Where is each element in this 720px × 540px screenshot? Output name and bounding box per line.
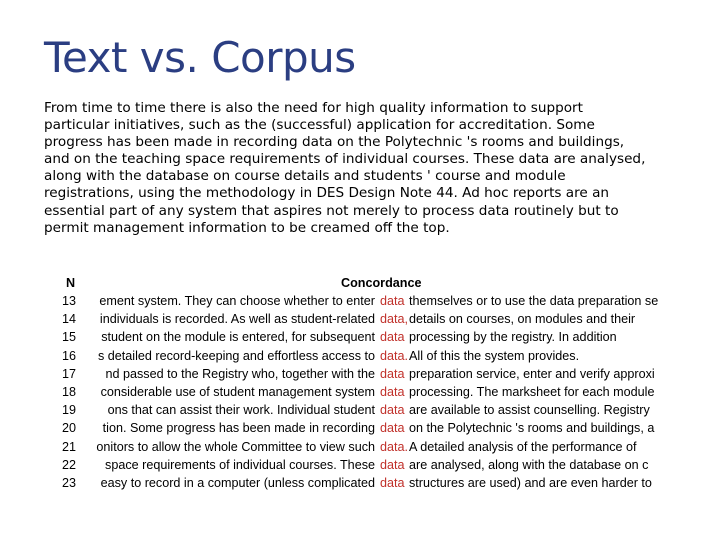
right-context: processing. The marksheet for each module [409, 384, 655, 399]
left-context: ement system. They can choose whether to enter [99, 294, 375, 308]
keyword: data [380, 457, 405, 472]
paragraph-line: registrations, using the methodology in DES Design Note 44. Ad hoc reports are an [44, 185, 610, 202]
keyword: data, [380, 312, 409, 327]
right-context: on the Polytechnic 's rooms and buildings, a [409, 421, 655, 436]
row-number: 19 [62, 403, 77, 418]
column-header-n: N [66, 276, 76, 290]
paragraph-line: From time to time there is also the need for high quality information to support [44, 100, 583, 116]
right-context: are available to assist counselling. Registry [409, 403, 650, 418]
left-context: student on the module is entered, for subsequent [101, 330, 375, 345]
keyword: data [380, 384, 405, 399]
row-number: 16 [62, 348, 77, 363]
right-context: All of this the system provides. [409, 348, 580, 363]
keyword: data [380, 330, 405, 345]
paragraph-line: permit management information to be creamed off the top. [44, 219, 450, 236]
left-context: onitors to allow the whole Committee to view such [96, 439, 375, 454]
row-number: 18 [62, 384, 77, 399]
row-number: 21 [62, 439, 77, 454]
right-context: preparation service, enter and verify approxi [409, 366, 655, 381]
left-context: individuals is recorded. As well as student-related [99, 312, 375, 327]
row-number: 13 [62, 294, 77, 308]
row-number: 15 [62, 330, 77, 345]
keyword: data [380, 294, 405, 308]
right-context: are analysed, along with the database on c [409, 457, 649, 472]
keyword: data. [380, 348, 409, 363]
keyword: data [380, 366, 405, 381]
left-context: tion. Some progress has been made in recording [102, 421, 375, 436]
right-context: details on courses, on modules and their [409, 312, 636, 327]
left-context: space requirements of individual courses. These [105, 457, 375, 472]
left-context: easy to record in a computer (unless complicated [100, 475, 375, 490]
left-context: nd passed to the Registry who, together with the [105, 366, 375, 381]
paragraph-line: and on the teaching space requirements of individual courses. These data are analysed, [44, 151, 646, 168]
keyword: data [380, 403, 405, 418]
left-context: ons that can assist their work. Individual student [107, 403, 375, 418]
paragraph-line: progress has been made in recording data on the Polytechnic 's rooms and buildings, [44, 134, 625, 151]
row-number: 23 [62, 475, 77, 490]
paragraph-line: essential part of any system that aspires not merely to process data routinely but to [44, 202, 619, 219]
keyword: data [380, 475, 405, 490]
slide-title: Text vs. Corpus [44, 33, 356, 82]
row-number: 22 [62, 457, 77, 472]
row-number: 20 [62, 421, 77, 436]
right-context: processing by the registry. In addition [409, 330, 617, 345]
body-paragraph [44, 100, 704, 237]
paragraph-line: along with the database on course details and students ' course and module [44, 168, 566, 185]
paragraph-line: particular initiatives, such as the (successful) application for accreditation. Some [44, 117, 595, 134]
left-context: s detailed record-keeping and effortless access to [98, 348, 375, 363]
right-context: themselves or to use the data preparation se [409, 294, 659, 308]
column-header-concordance: Concordance [341, 276, 422, 290]
keyword: data [380, 421, 405, 436]
right-context: A detailed analysis of the performance of [409, 439, 637, 454]
right-context: structures are used) and are even harder to [409, 475, 652, 490]
left-context: considerable use of student management system [100, 384, 375, 399]
row-number: 14 [62, 312, 77, 327]
keyword: data. [380, 439, 409, 454]
row-number: 17 [62, 366, 77, 381]
